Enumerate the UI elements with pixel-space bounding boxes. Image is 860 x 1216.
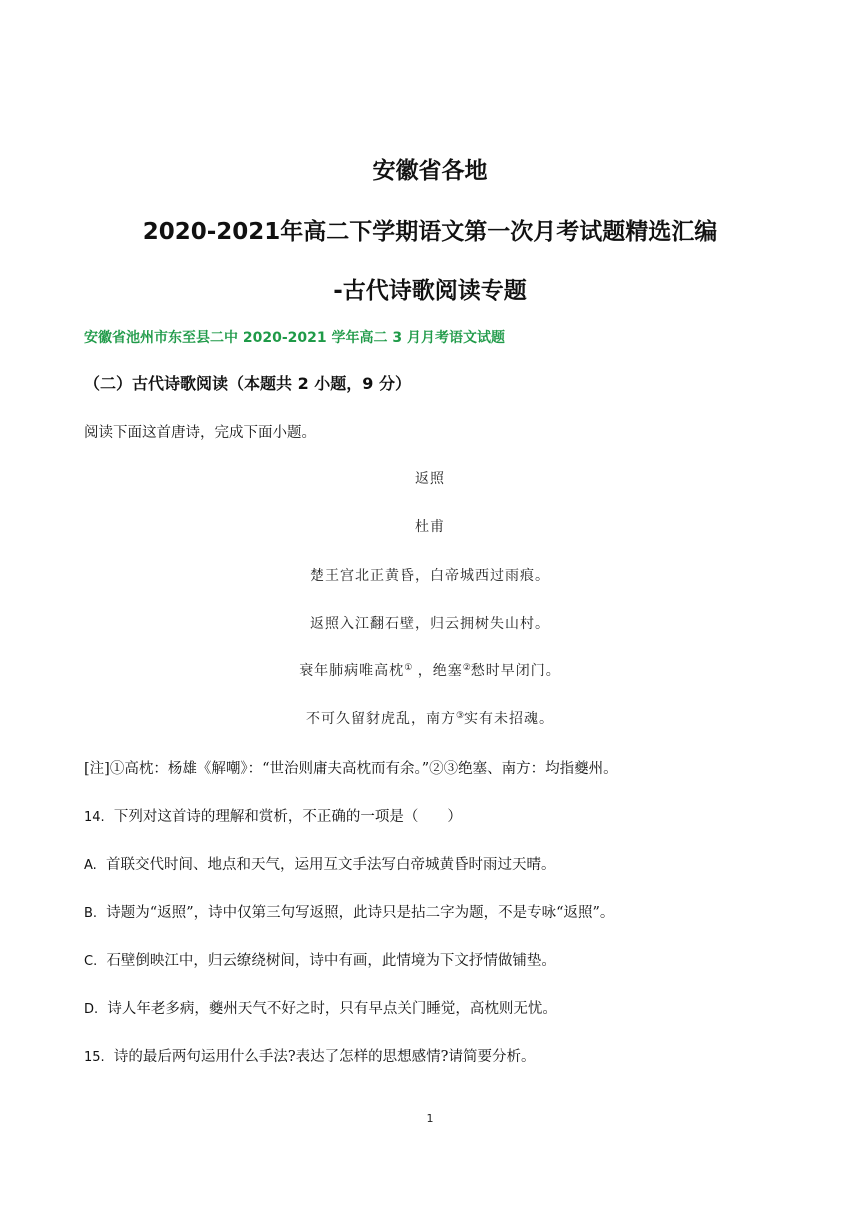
page-number: 1 (426, 1112, 434, 1125)
option-a-text: 首联交代时间、地点和天气，运用互文手法写白帝城黄昏时雨过天晴。 (106, 857, 556, 873)
title-line-2: 2020-2021年高二下学期语文第一次月考试题精选汇编 (142, 219, 718, 245)
question-14-text: 下列对这首诗的理解和赏析，不正确的一项是（ ） (113, 809, 462, 825)
poem-note: [注]①高枕：杨雄《解嘲》：“世治则庸夫高枕而有余。”②③绝塞、南方：均指夔州。 (84, 761, 618, 777)
poem-line-2: 返照入江翻石壁，归云拥树失山村。 (310, 616, 550, 632)
poem-line-3-part-c: 愁时早闭门。 (470, 663, 561, 679)
option-d (84, 997, 557, 1018)
question-15 (84, 1045, 535, 1066)
question-15-number: 15. (84, 1050, 105, 1065)
option-d-letter: D. (84, 1002, 99, 1017)
option-d-text: 诗人年老多病，夔州天气不好之时，只有早点关门睡觉，高枕则无忧。 (107, 1001, 557, 1017)
poem-line-4 (0, 708, 860, 728)
option-b (84, 901, 614, 922)
section-heading: （二）古代诗歌阅读（本题共 2 小题，9 分） (84, 374, 411, 393)
footnote-marker-3: ③ (455, 711, 465, 721)
option-a-letter: A. (84, 858, 97, 873)
footnote-marker-1: ① (404, 663, 413, 673)
question-15-text: 诗的最后两句运用什么手法?表达了怎样的思想感情?请简要分析。 (113, 1049, 536, 1065)
title-line-1: 安徽省各地 (372, 158, 488, 184)
poem-line-4-part-b: 实有未招魂。 (464, 711, 555, 727)
option-c-text: 石壁倒映江中，归云缭绕树间，诗中有画，此情境为下文抒情做铺垫。 (106, 953, 556, 969)
instruction-text: 阅读下面这首唐诗，完成下面小题。 (84, 425, 316, 441)
exam-source-label: 安徽省池州市东至县二中 2020-2021 学年高二 3 月月考语文试题 (84, 330, 505, 346)
option-b-letter: B. (84, 906, 98, 921)
question-14-number: 14. (84, 810, 105, 825)
poem-line-1: 楚王宫北正黄昏，白帝城西过雨痕。 (310, 568, 550, 584)
footnote-marker-2: ② (462, 663, 471, 673)
title-line-3: -古代诗歌阅读专题 (333, 278, 527, 304)
question-14 (84, 805, 462, 826)
option-c (84, 949, 556, 970)
option-b-text: 诗题为“返照”，诗中仅第三句写返照，此诗只是拈二字为题，不是专咏“返照”。 (106, 905, 615, 921)
poem-title: 返照 (415, 471, 445, 487)
option-c-letter: C. (84, 954, 98, 969)
poem-line-3-part-a: 衰年肺病唯高枕 (299, 663, 405, 679)
poem-line-3 (0, 660, 860, 680)
poem-author: 杜甫 (415, 519, 445, 535)
option-a (84, 853, 556, 874)
poem-line-4-part-a: 不可久留豺虎乱，南方 (305, 711, 456, 727)
poem-line-3-part-b: ，绝塞 (417, 663, 463, 679)
